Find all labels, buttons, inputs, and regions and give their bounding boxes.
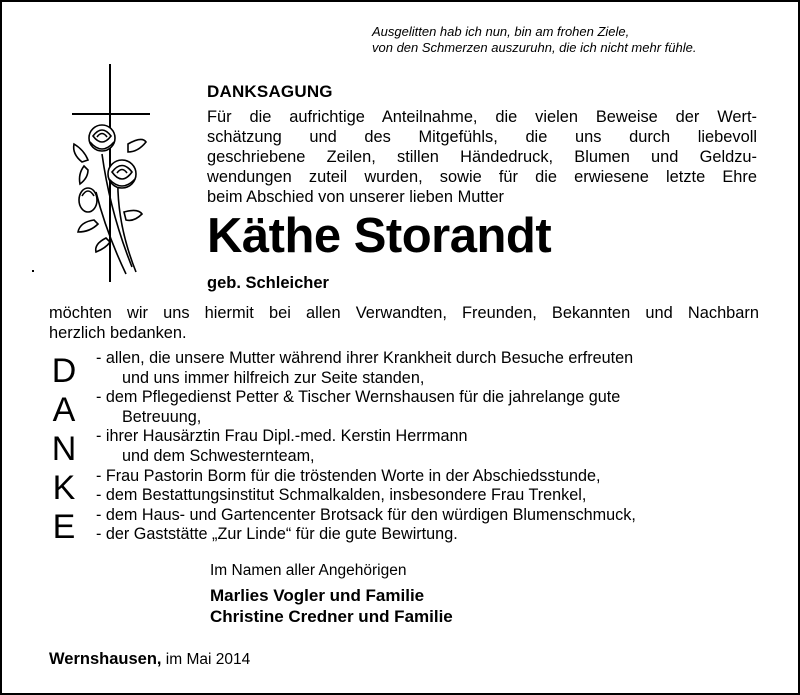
- motto-line: Ausgelitten hab ich nun, bin am frohen Ziele,: [372, 24, 630, 39]
- list-item-line: - dem Pflegedienst Petter & Tischer Wernshausen für die jahrelange gute: [96, 388, 621, 407]
- list-item: [96, 525, 776, 545]
- list-item: [96, 388, 776, 427]
- cross-with-roses-icon: [66, 62, 154, 284]
- footer-place-date: [49, 650, 250, 669]
- list-item: [96, 506, 776, 526]
- list-item-line: - ihrer Hausärztin Frau Dipl.-med. Kerstin Herrmann: [96, 427, 468, 446]
- footer-place: Wernshausen,: [49, 650, 162, 668]
- list-item-line: - allen, die unsere Mutter während ihrer Krankheit durch Besuche erfreuten: [96, 349, 634, 367]
- signer-name: Marlies Vogler und Familie: [210, 586, 425, 605]
- list-item-line: Betreuung,: [122, 407, 202, 426]
- signer-name: Christine Credner und Familie: [210, 607, 453, 626]
- intro-line: Für die aufrichtige Anteilnahme, die vielen Beweise der Wert-: [207, 108, 757, 126]
- list-item: [96, 467, 776, 487]
- motto-verse: [372, 24, 772, 56]
- thanks-line: herzlich bedanken.: [49, 323, 187, 342]
- list-item-line: - dem Haus- und Gartencenter Brotsack für den würdigen Blumenschmuck,: [96, 505, 636, 524]
- thanks-paragraph: [49, 304, 759, 343]
- signature-intro: Im Namen aller Angehörigen: [210, 562, 407, 579]
- danke-letter: D: [51, 352, 77, 390]
- deceased-name: Käthe Storandt: [207, 209, 552, 263]
- list-item: [96, 427, 776, 466]
- list-item: [96, 349, 776, 388]
- motto-line: von den Schmerzen auszuruhn, die ich nicht mehr fühle.: [372, 40, 697, 55]
- list-item: [96, 486, 776, 506]
- danke-letter: N: [51, 430, 77, 468]
- signature-names: [210, 585, 453, 627]
- intro-paragraph: [207, 107, 757, 207]
- thanks-list: [96, 349, 776, 545]
- intro-line: beim Abschied von unserer lieben Mutter: [207, 188, 505, 206]
- maiden-name: geb. Schleicher: [207, 274, 329, 292]
- list-item-line: und dem Schwesternteam,: [122, 446, 315, 465]
- page-title: DANKSAGUNG: [207, 82, 333, 101]
- danke-vertical-word: [47, 352, 81, 547]
- list-item-line: - der Gaststätte „Zur Linde“ für die gute Bewirtung.: [96, 525, 458, 544]
- decorative-dot: [32, 270, 34, 272]
- list-item-line: und uns immer hilfreich zur Seite standen,: [122, 368, 425, 387]
- intro-line: wendungen zuteil wurden, sowie für die erwiesene letzte Ehre: [207, 168, 757, 186]
- danke-letter: A: [52, 391, 76, 429]
- list-item-line: - dem Bestattungsinstitut Schmalkalden, insbesondere Frau Trenkel,: [96, 486, 587, 505]
- list-item-line: - Frau Pastorin Borm für die tröstenden Worte in der Abschiedsstunde,: [96, 466, 601, 485]
- danke-letter: E: [52, 508, 76, 546]
- footer-date: im Mai 2014: [165, 651, 251, 668]
- intro-line: geschriebene Zeilen, stillen Händedruck, Blumen und Geldzu-: [207, 148, 757, 166]
- danke-letter: K: [52, 469, 76, 507]
- intro-line: schätzung und des Mitgefühls, die uns durch liebevoll: [207, 128, 757, 146]
- thanks-line: möchten wir uns hiermit bei allen Verwandten, Freunden, Bekannten und Nachbarn: [49, 304, 759, 322]
